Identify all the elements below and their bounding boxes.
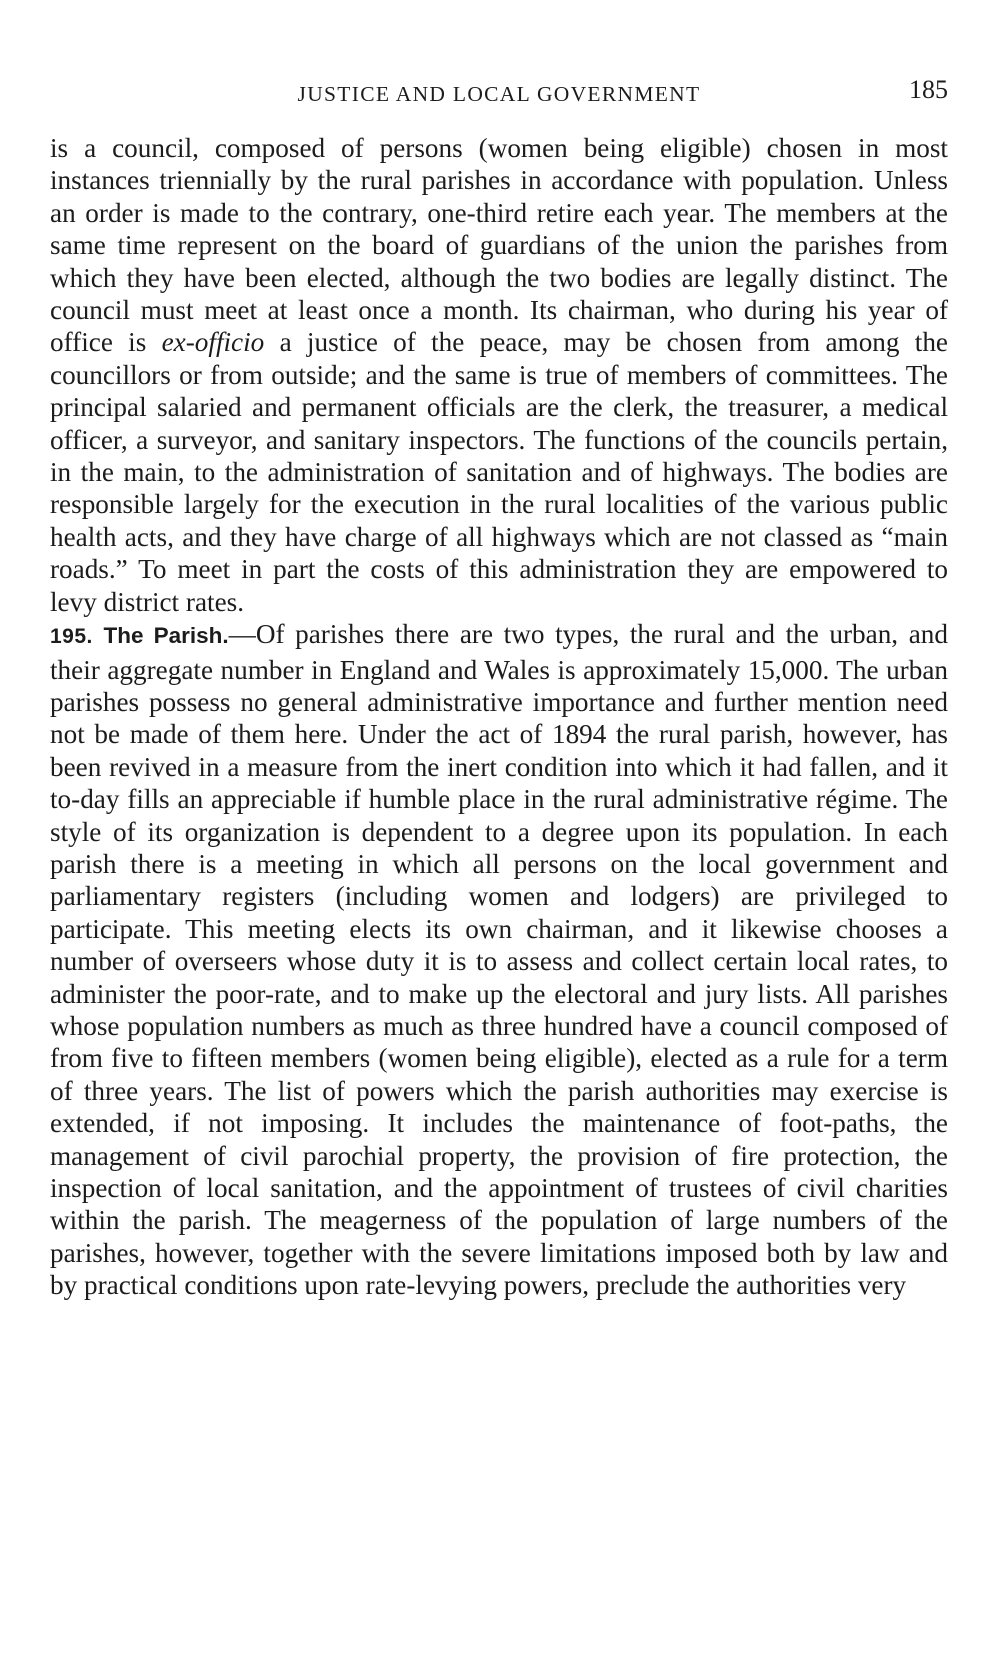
section-paragraph — [50, 618, 948, 1302]
running-title: JUSTICE AND LOCAL GOVERNMENT — [297, 82, 701, 106]
paragraph-continued — [50, 132, 948, 618]
section-text: —Of parishes there are two types, the rural and the urban, and their aggregate number in England and Wales is approximately 15,000. The urban parishes possess no general administrative importance and further mention need not be made of them here. Under the act of 1894 the rural parish, however, has been revived in a measure from the inert condition into which it had fallen, and it to-day fills an appreciable if humble place in the rural administrative régime. The style of its organization is dependent to a degree upon its population. In each parish there is a meeting in which all persons on the local government and parliamentary registers (including women and lodgers) are privileged to participate. This meeting elects its own chairman, and it likewise chooses a number of overseers whose duty it is to assess and collect certain local rates, to administer the poor-rate, and to make up the electoral and jury lists. All parishes whose population numbers as much as three hundred have a council composed of from five to fifteen members (women being eligible), elected as a rule for a term of three years. The list of powers which the parish authorities may exercise is extended, if not imposing. It includes the maintenance of foot-paths, the management of civil parochial property, the provision of fire protection, the inspection of local sanitation, and the appointment of trustees of civil charities within the parish. The meagerness of the population of large numbers of the parishes, however, together with the severe limitations imposed both by law and by practical conditions upon rate-levying powers, preclude the authorities very — [50, 619, 948, 1301]
section-heading: The Parish. — [103, 623, 229, 649]
running-head — [50, 70, 948, 104]
book-page — [50, 70, 948, 1302]
paragraph-text-part-2: a justice of the peace, may be chosen from among the councillors or from outside; and the same is true of members of committees. The principal salaried and permanent officials are the clerk, the treasurer, a medical officer, a surveyor, and sanitary inspectors. The functions of the councils pertain, in the main, to the administration of sanitation and of highways. The bodies are responsible largely for the execution in the rural localities of the various public health acts, and they have charge of all highways which are not classed as “main roads.” To meet in part the costs of this administration they are empowered to levy district rates. — [50, 327, 948, 617]
body-text — [50, 132, 948, 1302]
section-number: 195. — [50, 625, 93, 649]
page-number: 185 — [909, 75, 948, 104]
paragraph-text-part-1: is a council, composed of persons (women being eligible) chosen in most instances triennially by the rural parishes in accordance with population. Unless an order is made to the contrary, one-third retire each year. The members at the same time represent on the board of guardians of the union the parishes from which they have been elected, although the two bodies are legally distinct. The council must meet at least once a month. Its chairman, who during his year of office is — [50, 133, 948, 358]
italic-term: ex-officio — [161, 327, 265, 358]
